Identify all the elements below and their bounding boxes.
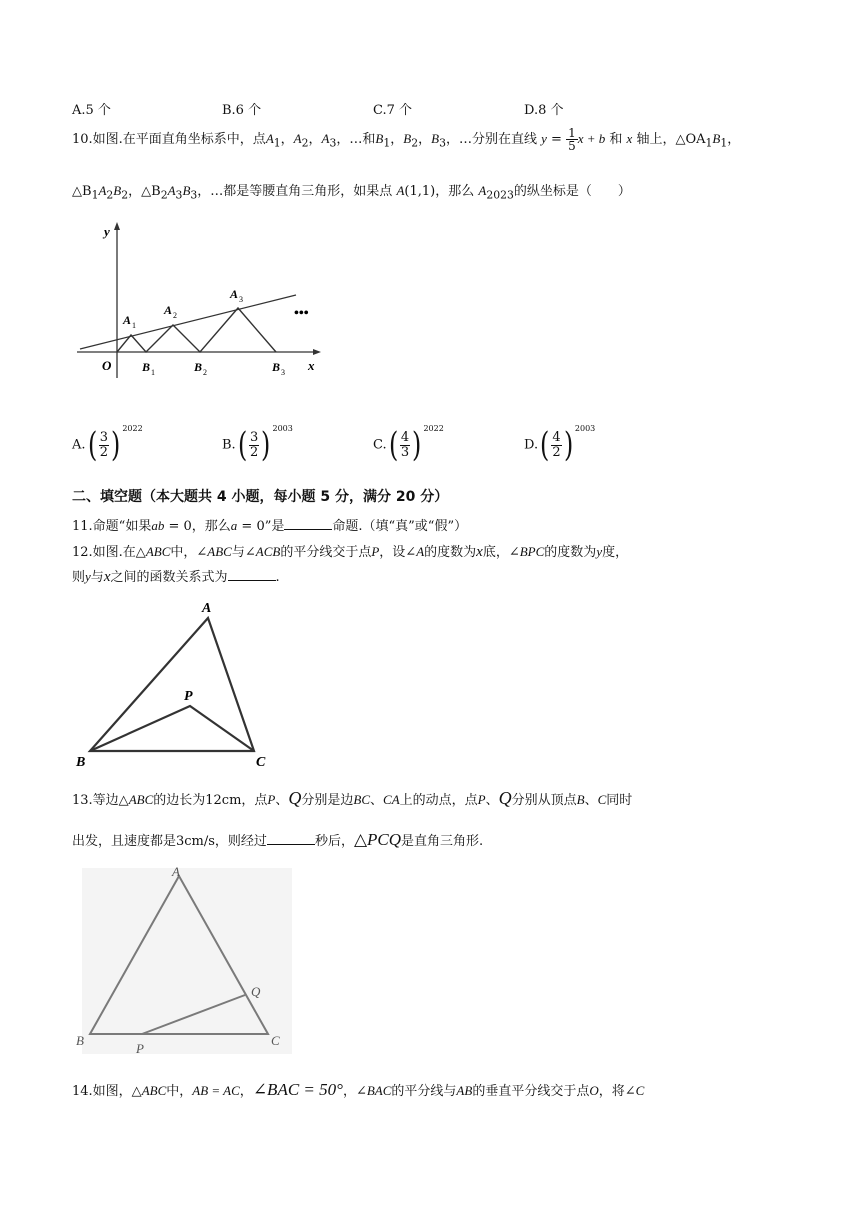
q10-option-b: B.( $\frac{3}{2}$ ) $^{2003}$: [222, 423, 293, 465]
q13-triangle-figure: [72, 862, 297, 1057]
x-axis-arrow-icon: [313, 349, 321, 355]
label-A: A: [202, 601, 212, 616]
q10-sub: 3: [439, 136, 446, 150]
option-label: B.: [222, 437, 236, 453]
q12-triangle-figure: [72, 596, 282, 771]
q14-text: 的平分线与: [391, 1084, 457, 1099]
label-Q: Q: [251, 984, 261, 999]
q12-text: 的度数为: [544, 545, 597, 560]
figure-background: [82, 868, 292, 1054]
q9-option-c: C.7 个: [373, 103, 413, 118]
q13-var: CA: [383, 792, 400, 807]
q12-text: 的度数为: [424, 545, 477, 560]
q10-point-A: A: [396, 183, 405, 198]
q11-text: = 0: [237, 519, 265, 534]
q10-coordinate-figure: [72, 218, 332, 388]
option-exp: 2022: [423, 423, 444, 433]
q13-text: 秒后，: [314, 834, 354, 849]
q13-var: Q: [288, 788, 302, 808]
label-A1-sub: 1: [132, 321, 136, 330]
bisectors-BP-CP: [90, 706, 254, 751]
q12-var: y: [85, 569, 91, 584]
label-C: C: [271, 1033, 280, 1048]
q14-var: O: [589, 1083, 599, 1098]
option-exp: 2022: [122, 423, 143, 433]
triangle-ABC: [90, 618, 254, 751]
q11-text: = 0: [164, 519, 192, 534]
q10-text: A: [98, 183, 107, 198]
q13-text: 上的动点，点: [399, 793, 478, 808]
q12-var: ABC: [207, 544, 232, 559]
q10-point-coords: (1,1): [404, 184, 436, 199]
q13-var: C: [597, 792, 607, 807]
q9-option-a: A.5 个: [72, 103, 111, 118]
q14-text: ，将∠: [598, 1084, 636, 1099]
ellipsis: •••: [294, 306, 309, 321]
q10-sub: 1: [383, 136, 391, 150]
q9-option-b: B.6 个: [222, 103, 262, 118]
q13-text: 分别从顶点: [511, 793, 577, 808]
q13-line1: [72, 788, 632, 809]
q13-var: △PCQ: [353, 830, 402, 849]
q12-text: 中，∠: [170, 545, 208, 560]
label-B: B: [76, 755, 86, 770]
q10-fraction: $\frac{1}{5}$: [568, 126, 576, 153]
q10-text: 和: [609, 132, 623, 147]
q12-var: x: [476, 544, 483, 560]
q12-var: x: [103, 569, 111, 585]
q13-var: B: [576, 792, 585, 807]
q14-var: ∠BAC = 50°: [252, 1080, 343, 1099]
q10-sub: 2: [301, 136, 309, 150]
q14-var: BAC: [366, 1083, 392, 1098]
q9-option-d: D.8 个: [524, 103, 564, 118]
q12-text: 底，∠: [482, 545, 520, 560]
q10-sub: 3: [329, 136, 337, 150]
label-B3-sub: 3: [281, 368, 285, 377]
q12-var: y: [596, 544, 603, 559]
q10-text: ，△B: [128, 184, 161, 199]
label-y: y: [104, 224, 110, 239]
q13-var: ABC: [128, 792, 154, 807]
label-O: O: [102, 358, 112, 373]
q12-text: 与: [90, 570, 104, 585]
q10-target: A: [478, 183, 487, 198]
q11-text: 11.命题“如果: [72, 519, 152, 534]
q10-option-d: D.( $\frac{4}{2}$ ) $^{2003}$: [524, 423, 596, 465]
label-P: P: [184, 689, 193, 704]
q14-text: 的垂直平分线交于点: [472, 1084, 590, 1099]
option-exp: 2003: [272, 423, 293, 433]
label-B1: B: [142, 360, 151, 374]
option-label: D.: [524, 437, 539, 453]
label-B1-sub: 1: [151, 368, 155, 377]
q10-text: 的纵坐标是（ ）: [513, 184, 631, 199]
q14-text: ，: [239, 1084, 253, 1099]
q14-var: AB = AC: [192, 1083, 240, 1098]
option-exp: 2003: [574, 423, 596, 433]
q11-text: 命题.（填“真”或“假”）: [332, 519, 468, 534]
q13-text: 、: [275, 793, 289, 808]
q12-text: 之间的函数关系式为: [110, 570, 228, 585]
q12-var: BPC: [519, 544, 545, 559]
q10-text: B: [113, 183, 122, 198]
q10-text: ，…分别在直线: [445, 132, 537, 147]
q14-text: 14.如图，△: [72, 1084, 142, 1099]
q13-var: P: [477, 792, 486, 807]
q13-text: 的边长为12cm，点: [153, 793, 268, 808]
q13-var: Q: [498, 788, 512, 808]
q12-var: P: [371, 544, 380, 559]
q12-text: 则: [72, 570, 86, 585]
option-label: C.: [373, 437, 387, 453]
q12-text: 12.如图.在△: [72, 545, 146, 560]
q10-text: B: [182, 183, 191, 198]
q12-text: 度，: [602, 545, 629, 560]
q10-text: ，…和: [336, 132, 376, 147]
q14-text: ，∠: [342, 1084, 367, 1099]
label-A: A: [172, 864, 180, 879]
q10-x-var: x: [626, 131, 633, 146]
q10-text: 轴上，△OA: [636, 132, 706, 147]
q10-text: ，那么: [435, 184, 475, 199]
label-C: C: [256, 755, 266, 770]
q13-text: 13.等边△: [72, 793, 129, 808]
q14: [72, 1080, 644, 1100]
q11-var: a: [230, 518, 238, 533]
label-B2: B: [194, 360, 203, 374]
triangles-zigzag: [117, 308, 276, 352]
q12-line2: [72, 566, 280, 586]
label-B2-sub: 2: [203, 368, 207, 377]
q11-text: ”是: [264, 519, 285, 534]
q13-text: 同时: [606, 793, 633, 808]
q14-var: C: [635, 1083, 645, 1098]
q10-line2: $\triangle B_1A_2B_2$，$\triangle B_2A_3B_3$，…都是等腰直角三角形，如果点 A(1,1)，那么 $A_{2023}$的纵坐标是（ ）: [72, 183, 631, 202]
q12-text: ，设∠: [379, 545, 417, 560]
q10-option-a: A.( $\frac{3}{2}$ ) $^{2022}$: [72, 423, 143, 465]
q12-var: ACB: [255, 544, 281, 559]
q10-eq-rest: x + b: [577, 131, 606, 146]
label-A2-sub: 2: [173, 311, 177, 320]
q12-text: 与∠: [231, 545, 256, 560]
q13-line2: [72, 830, 483, 850]
q14-text: 中，: [166, 1084, 193, 1099]
option-label: A.: [72, 437, 86, 453]
q10-text: △B: [72, 184, 92, 199]
answer-blank[interactable]: [284, 517, 332, 530]
q13-var: BC: [353, 792, 371, 807]
section-title: 二、填空题（本大题共 4 小题，每小题 5 分，满分 20 分）: [72, 489, 449, 505]
label-P: P: [136, 1041, 144, 1056]
q13-var: P: [267, 792, 276, 807]
q14-var: AB: [456, 1083, 473, 1098]
q13-text: 、: [485, 793, 499, 808]
answer-blank[interactable]: [267, 832, 315, 845]
q11: [72, 515, 467, 534]
q10-option-c: C.( $\frac{4}{3}$ ) $^{2022}$: [373, 423, 444, 465]
q13-text: 是直角三角形.: [401, 834, 484, 849]
q13-text: 、: [584, 793, 598, 808]
q10-text: B: [712, 131, 721, 146]
q12-line1: [72, 541, 628, 561]
q12-text: 的平分线交于点: [280, 545, 372, 560]
q10-target-sub: 2023: [486, 188, 514, 202]
label-A1: A: [123, 313, 132, 327]
label-B3: B: [272, 360, 281, 374]
q12-var: A: [416, 544, 425, 559]
q10-text: ，…都是等腰直角三角形，如果点: [197, 184, 393, 199]
y-axis-arrow-icon: [114, 222, 120, 230]
q10-text: A: [167, 183, 176, 198]
q10-line1: 10.如图.在平面直角坐标系中，点$A_1$，$A_2$，$A_3$，…和$B_1$，$B_2$，$B_3$，…分别在直线 y = $\frac{1}{5}$ x + b 和 x 轴上，$\triangle OA_1B_1$，: [72, 126, 741, 153]
label-A3: A: [230, 287, 239, 301]
label-x: x: [308, 358, 315, 373]
q12-var: ABC: [145, 544, 171, 559]
answer-blank[interactable]: [228, 568, 276, 581]
q11-text: ，那么: [191, 519, 231, 534]
q14-var: ABC: [141, 1083, 167, 1098]
label-A2: A: [164, 303, 173, 317]
q13-text: 分别是边: [301, 793, 354, 808]
label-A3-sub: 3: [239, 295, 243, 304]
q10-point-a: A: [265, 131, 274, 146]
q10-sub: 2: [411, 136, 419, 150]
q13-text: 出发，且速度都是3cm/s，则经过: [72, 834, 267, 849]
q12-text: .: [275, 570, 280, 585]
q10-eq-y: y: [541, 131, 547, 146]
q11-var: ab: [151, 518, 165, 533]
q10-text: 10.如图.在平面直角坐标系中，点: [72, 132, 266, 147]
q13-text: 、: [370, 793, 384, 808]
label-B: B: [76, 1033, 84, 1048]
q10-sub: 1: [273, 136, 281, 150]
